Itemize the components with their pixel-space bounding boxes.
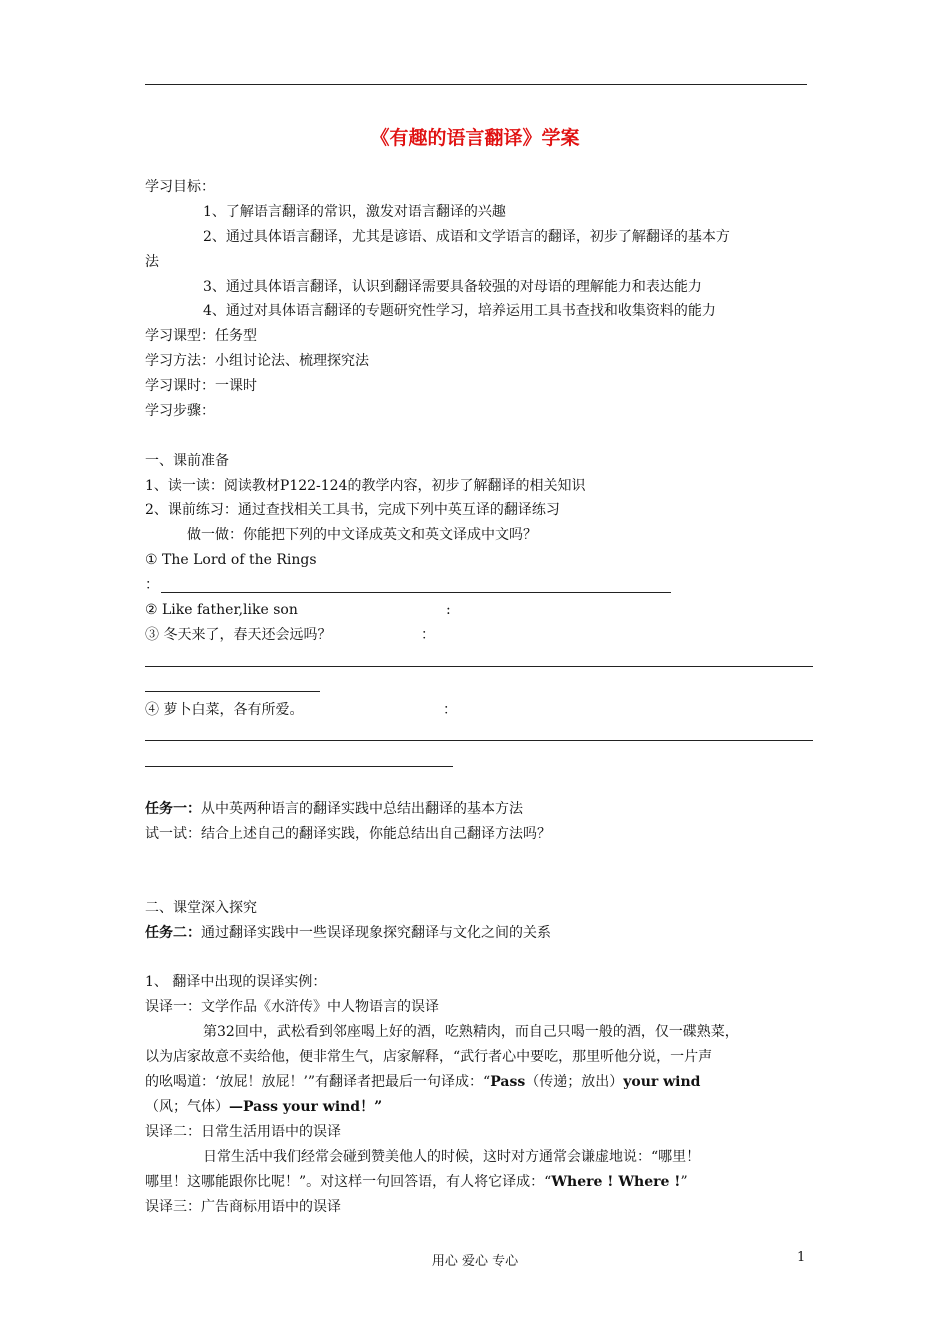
footer-motto: 用心 爱心 专心	[431, 1254, 519, 1269]
answer-line-3a[interactable]	[145, 666, 813, 667]
error1-line3-text: 的吆喝道：‘放屁！放屁！’”有翻译者把最后一句译成：“	[145, 1074, 491, 1090]
section2-heading: 二、课堂深入探究	[145, 900, 257, 916]
task1-try: 试一试：结合上述自己的翻译实践，你能总结出自己翻译方法吗？	[145, 826, 551, 842]
error1-para-line1: 第32回中，武松看到邻座喝上好的酒，吃熟精肉，而自己只喝一般的酒，仅一碟熟菜，	[203, 1024, 739, 1040]
error2-para-line2	[145, 1172, 688, 1192]
section1-heading: 一、课前准备	[145, 453, 229, 469]
objective-3: 3、通过具体语言翻译，认识到翻译需要具备较强的对母语的理解能力和表达能力	[203, 279, 702, 295]
page-number: 1	[797, 1250, 806, 1265]
error2-translation: Where ! Where !	[551, 1174, 681, 1190]
error3-title: 误译三：广告商标用语中的误译	[145, 1199, 341, 1215]
task2-line	[145, 923, 551, 943]
exercise-4: ④ 萝卜白菜，各有所爱。	[145, 702, 304, 718]
task1-line	[145, 799, 523, 819]
exercise-4-colon: ：	[443, 702, 457, 718]
lesson-type: 学习课型：任务型	[145, 328, 257, 344]
task2-text: 通过翻译实践中一些误译现象探究翻译与文化之间的关系	[201, 925, 551, 941]
error2-title: 误译二：日常生活用语中的误译	[145, 1124, 341, 1140]
section1-try: 做一做：你能把下列的中文译成英文和英文译成中文吗？	[187, 527, 537, 543]
error1-title: 误译一：文学作品《水浒传》中人物语言的误译	[145, 999, 439, 1015]
lesson-method: 学习方法：小组讨论法、梳理探究法	[145, 353, 369, 369]
exercise-1-colon: ：	[145, 577, 159, 593]
answer-line-1[interactable]	[161, 592, 671, 593]
error1-pass: Pass	[490, 1074, 526, 1090]
page-title: 《有趣的语言翻译》学案	[370, 127, 580, 149]
answer-line-4b[interactable]	[145, 766, 453, 767]
section1-practice: 2、课前练习：通过查找相关工具书，完成下列中英互译的翻译练习	[145, 502, 560, 518]
answer-line-4a[interactable]	[145, 740, 813, 741]
section1-read: 1、读一读：阅读教材P122-124的教学内容，初步了解翻译的相关知识	[145, 478, 586, 494]
task1-label: 任务一：	[145, 801, 201, 817]
error2-para-line1: 日常生活中我们经常会碰到赞美他人的时候，这时对方通常会谦虚地说：“哪里！	[203, 1149, 701, 1165]
objective-2-line1: 2、通过具体语言翻译，尤其是谚语、成语和文学语言的翻译，初步了解翻译的基本方	[203, 229, 730, 245]
error1-gloss2: （风；气体）	[145, 1099, 229, 1115]
section2-item1: 1、 翻译中出现的误译实例：	[145, 974, 327, 990]
task1-text: 从中英两种语言的翻译实践中总结出翻译的基本方法	[201, 801, 523, 817]
error1-para-line3	[145, 1072, 700, 1092]
error1-gloss1: （传递；放出）	[525, 1074, 624, 1090]
header-rule	[145, 84, 807, 85]
answer-line-3b[interactable]	[145, 691, 320, 692]
error1-para-line2: 以为店家故意不卖给他，便非常生气，店家解释，“武行者心中要吃，那里听他分说，一片声	[145, 1049, 713, 1065]
exercise-3-colon: ：	[421, 627, 435, 643]
exercise-2: ② Like father,like son	[145, 602, 298, 618]
exercise-2-colon: :	[446, 602, 451, 618]
exercise-1: ① The Lord of the Rings	[145, 552, 317, 568]
objective-4: 4、通过对具体语言翻译的专题研究性学习，培养运用工具书查找和收集资料的能力	[203, 303, 716, 319]
objective-1: 1、了解语言翻译的常识，激发对语言翻译的兴趣	[203, 204, 506, 220]
error2-close-quote: ”	[680, 1174, 688, 1190]
objectives-heading: 学习目标：	[145, 179, 215, 195]
error1-para-line4	[145, 1097, 382, 1117]
error1-your-wind: your wind	[623, 1074, 701, 1090]
lesson-hours: 学习课时：一课时	[145, 378, 257, 394]
error1-translation: —Pass your wind！”	[229, 1099, 383, 1115]
task2-label: 任务二：	[145, 925, 201, 941]
lesson-steps: 学习步骤：	[145, 403, 215, 419]
objective-2-line2: 法	[145, 254, 159, 270]
error2-line2-text: 哪里！这哪能跟你比呢！”。对这样一句回答语，有人将它译成：“	[145, 1174, 552, 1190]
exercise-3: ③ 冬天来了，春天还会远吗？	[145, 627, 332, 643]
